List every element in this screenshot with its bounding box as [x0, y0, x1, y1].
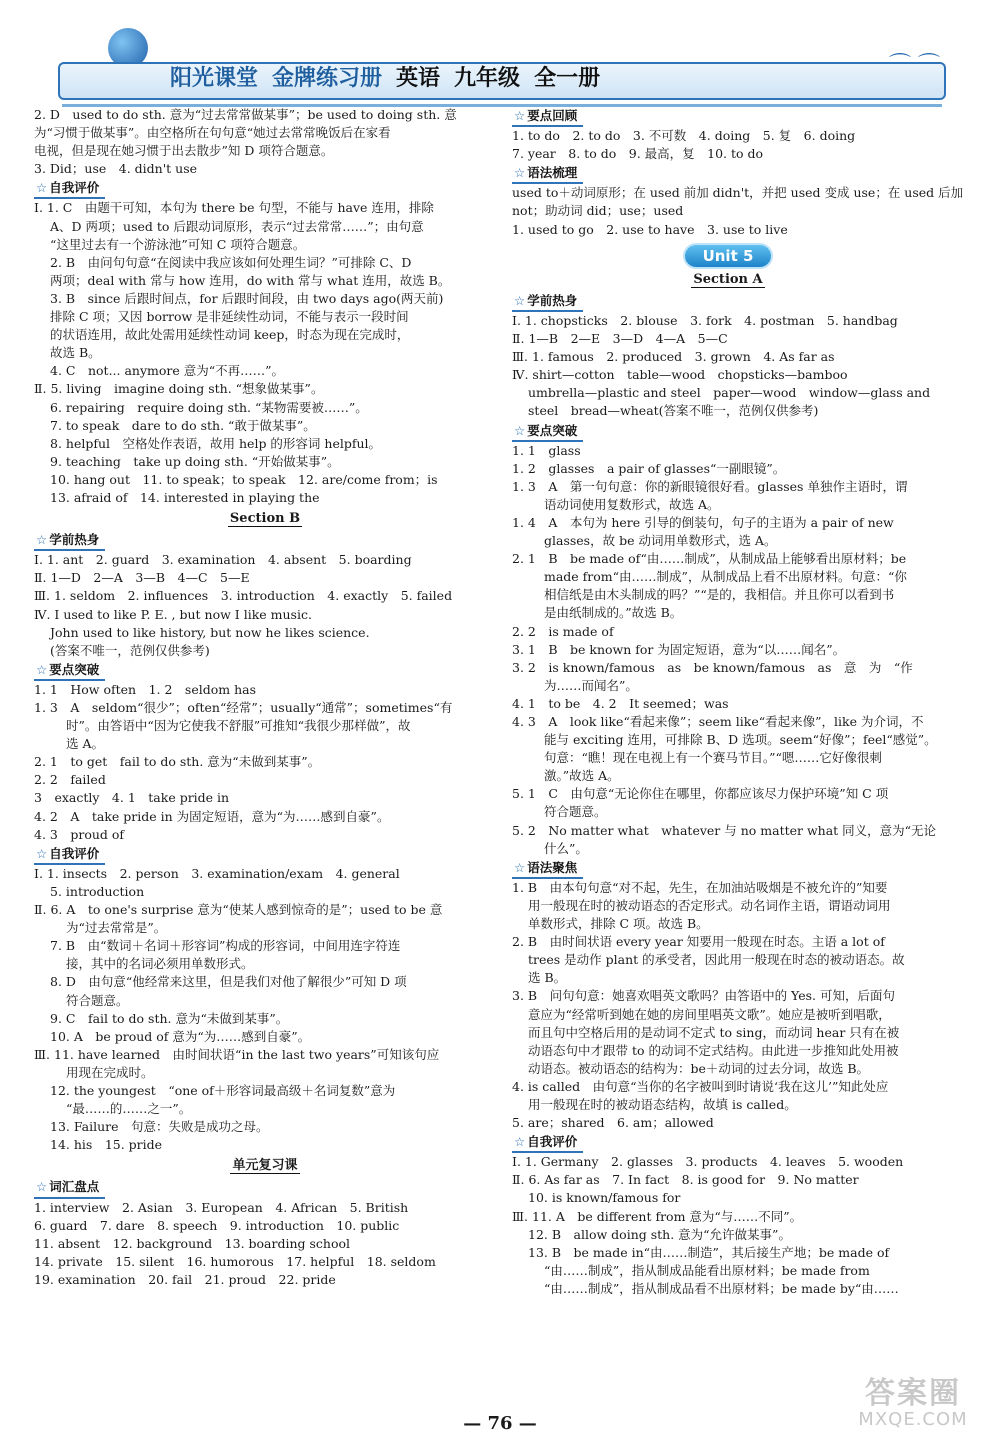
answer-line: “由……制成”，指从制成品看不出原材料；be made by“由…… [544, 1280, 899, 1296]
answer-line: 排除 C 项；又因 borrow 是非延续性动词，不能与表示一段时间 [50, 309, 409, 325]
section-heading [34, 178, 496, 199]
answer-line: trees 是动作 plant 的承受者，因此用一般现在时态的被动语态。故 [528, 952, 905, 968]
answer-line: “由……制成”，指从制成品能看出原材料；be made from [544, 1262, 870, 1278]
section-label-text: 自我评价 [49, 180, 100, 196]
watermark-logo [838, 1378, 988, 1434]
answer-line: 5. 1 C 由句意“无论你住在哪里，你都应该尽力保护环境”知 C 项 [512, 786, 889, 802]
answer-line: 11. absent 12. background 13. boarding school [34, 1235, 351, 1251]
answer-line: 4. 3 A look like“看起来像”；seem like“看起来像”，like 为介词，不 [512, 714, 924, 729]
answer-line: 3. 2 is known/famous as be known/famous as 意 为 “作 [512, 659, 913, 675]
answer-line: 用一般现在时的被动语态的否定形式。动名词作主语，谓语动词用 [528, 897, 891, 913]
section-label-text: 学前热身 [527, 292, 578, 308]
birds-icon: ⌒ ⌒ [889, 53, 940, 78]
star-icon: ☆ [36, 532, 48, 548]
section-label-text: 语法梳理 [527, 165, 578, 181]
answer-line: 9. C fail to do sth. 意为“未做到某事”。 [50, 1010, 289, 1026]
answer-line: 5. introduction [50, 883, 145, 899]
answer-line: 7. B 由“数词＋名词＋形容词”构成的形容词，中间用连字符连 [50, 938, 401, 954]
answer-line: “这里过去有一个游泳池”可知 C 项符合题意。 [50, 236, 306, 252]
answer-line: 而且句中空格后用的是动词不定式 to sing，而动词 hear 只有在被 [528, 1024, 900, 1040]
answer-line: 3. 1 B be known for 为固定短语，意为“以……闻名”。 [512, 641, 846, 657]
answer-line: 13. Failure 句意：失败是成功之母。 [50, 1119, 269, 1135]
answer-line: 时”。由答语中“因为它使我不舒服”可推知“我很少那样做”，故 [66, 718, 411, 734]
answer-line: 两项；deal with 常与 how 连用，do with 常与 what 连用，故选 B。 [50, 272, 451, 288]
subject: 英语 [396, 66, 441, 91]
answer-line: 能与 exciting 连用，可排除 B、D 选项。seem“好像”；feel“感觉”。 [544, 732, 937, 748]
answer-line: 用一般现在时的被动语态结构，故填 is called。 [528, 1096, 797, 1112]
watermark-url: MXQE.COM [858, 1409, 968, 1430]
answer-line: A、D 两项；used to 后跟动词原形，表示“过去常常……”；由句意 [50, 218, 424, 234]
answer-line: 10. A be proud of 意为“为……感到自豪”。 [50, 1028, 311, 1044]
section-heading [512, 858, 944, 879]
answer-line: Ⅱ. 1—D 2—A 3—B 4—C 5—E [34, 570, 250, 586]
answer-line: Ⅰ. 1. chopsticks 2. blouse 3. fork 4. postman 5. handbag [512, 312, 898, 328]
answer-line: 5. are；shared 6. am；allowed [512, 1115, 714, 1131]
answer-line: 13. afraid of 14. interested in playing the [50, 489, 320, 505]
answer-line: 2. 1 to get fail to do sth. 意为“未做到某事”。 [34, 754, 321, 770]
answer-line: 句意：“瞧！现在电视上有一个赛马节目。”“嗯……它好像很刺 [544, 750, 882, 766]
answer-line: Ⅱ. 6. A to one's surprise 意为“使某人感到惊奇的是”；used to be 意 [34, 902, 443, 918]
page-number: — 76 — [463, 1413, 537, 1434]
section-heading [34, 530, 496, 551]
answer-line: 2. B 由问句句意“在阅读中我应该如何处理生词？”可排除 C、D [50, 254, 412, 270]
answer-line: 激。”故选 A。 [544, 768, 620, 784]
answer-line: 4. 1 to be 4. 2 It seemed；was [512, 695, 729, 711]
section-label [512, 422, 583, 442]
answer-line: Ⅰ. 1. Germany 2. glasses 3. products 4. leaves 5. wooden [512, 1154, 904, 1170]
answer-line: 14. private 15. silent 16. humorous 17. helpful 18. seldom [34, 1253, 436, 1269]
answer-line: 单数形式，排除 C 项。故选 B。 [528, 916, 709, 932]
answer-line: Ⅳ. I used to like P. E. , but now I like music. [34, 606, 312, 622]
section-title [34, 510, 496, 528]
answer-line: 用现在完成时。 [66, 1064, 154, 1080]
series-name-2: 金牌练习册 [272, 66, 383, 91]
answer-line: 电视，但是现在她习惯于出去散步”知 D 项符合题意。 [34, 143, 334, 159]
answer-line: 符合题意。 [66, 992, 129, 1008]
header-title [170, 61, 600, 92]
answer-line: 什么”。 [544, 840, 588, 856]
answer-line: 2. 1 B be made of“由……制成”，从制成品上能够看出原材料；be [512, 551, 907, 567]
answer-line: 3. Did；use 4. didn't use [34, 161, 198, 177]
star-icon: ☆ [514, 165, 526, 181]
section-label-text: 要点回顾 [527, 108, 578, 123]
section-label [34, 531, 105, 551]
answer-line: 1. to do 2. to do 3. 不可数 4. doing 5. 复 6. doing [512, 128, 856, 144]
section-heading [512, 291, 944, 312]
section-label [512, 164, 583, 184]
section-label-text: 自我评价 [49, 845, 100, 861]
section-title-text: Section A [693, 271, 763, 287]
answer-line: 4. 2 A take pride in 为固定短语，意为“为……感到自豪”。 [34, 808, 390, 824]
answer-line: 7. year 8. to do 9. 最高，复 10. to do [512, 146, 764, 162]
answer-line: Ⅰ. 1. ant 2. guard 3. examination 4. absent 5. boarding [34, 552, 412, 568]
answer-line: 动语态句中才跟带 to 的动词不定式结构。由此进一步推知此处用被 [528, 1042, 899, 1058]
section-label-text: 要点突破 [49, 661, 100, 677]
section-title [34, 1157, 496, 1175]
answer-line: 1. 3 A 第一句句意：你的新眼镜很好看。glasses 单独作主语时，谓 [512, 478, 908, 494]
section-label [512, 107, 583, 127]
answer-line: 2. D used to do sth. 意为“过去常常做某事”；be used to doing sth. 意 [34, 107, 457, 122]
answer-line: 是由纸制成的。”故选 B。 [544, 605, 683, 621]
answer-line: 接，其中的名词必须用单数形式。 [66, 956, 254, 972]
section-heading [512, 163, 944, 184]
answer-line: glasses，故 be 动词用单数形式，选 A。 [544, 533, 777, 549]
section-label-text: 学前热身 [49, 532, 100, 548]
answer-line: 10. is known/famous for [528, 1190, 681, 1206]
answer-line: 3 exactly 4. 1 take pride in [34, 790, 230, 806]
answer-line: 1. used to go 2. use to have 3. use to live [512, 221, 788, 237]
answer-line: 8. helpful 空格处作表语，故用 help 的形容词 helpful。 [50, 435, 382, 451]
star-icon: ☆ [514, 292, 526, 308]
answer-line: 6. repairing require doing sth. “某物需要被……”。 [50, 399, 368, 415]
section-title-text: Section B [229, 511, 301, 527]
answer-line: 意应为“经常听到她在她的房间里唱英文歌”。她应是被听到唱歌， [528, 1006, 891, 1022]
answer-line: not；助动词 did；use；used [512, 203, 684, 219]
answer-line: 故选 B。 [50, 345, 101, 361]
answer-line: 的状语连用，故此处需用延续性动词 keep，时态为现在完成时， [50, 327, 410, 343]
answer-line: 为“习惯于做某事”。由空格所在句句意“她过去常常晚饭后在家看 [34, 125, 391, 141]
section-label [512, 1133, 583, 1153]
section-label-text: 要点突破 [527, 422, 578, 438]
answer-line: 动语态。被动语态的结构为：be＋动词的过去分词，故选 B。 [528, 1060, 870, 1076]
answer-line: 10. hang out 11. to speak；to speak 12. are/come from；is [50, 471, 438, 487]
answer-line: Ⅰ. 1. insects 2. person 3. examination/exam 4. general [34, 865, 400, 881]
answer-line: 1. interview 2. Asian 3. European 4. African 5. British [34, 1199, 409, 1215]
answer-line: 2. B 由时间状语 every year 知要用一般现在时态。主语 a lot of [512, 934, 885, 950]
section-heading [512, 106, 944, 127]
answer-line: Ⅱ. 6. As far as 7. In fact 8. is good for 9. No matter [512, 1172, 859, 1188]
answer-line: 相信纸是由木头制成的吗？”“是的，我相信。并且你可以看到书 [544, 587, 895, 603]
section-label [512, 292, 583, 312]
answer-line: 1. 3 A seldom“很少”；often“经常”；usually“通常”；sometimes“有 [34, 700, 453, 715]
answer-line: “最……的……之一”。 [66, 1101, 192, 1117]
section-heading [34, 660, 496, 681]
star-icon: ☆ [514, 859, 526, 875]
section-title-text: 单元复习课 [232, 1158, 298, 1174]
answer-line: 语动词使用复数形式，故选 A。 [544, 496, 720, 512]
right-column [512, 106, 964, 1298]
star-icon: ☆ [36, 1179, 48, 1195]
answer-line: 8. D 由句意“他经常来这里，但是我们对他了解很少”可知 D 项 [50, 974, 407, 990]
answer-line: 为……而闻名”。 [544, 677, 638, 693]
unit-badge: Unit 5 [685, 245, 771, 267]
answer-line: 14. his 15. pride [50, 1137, 163, 1153]
answer-line: 1. 1 How often 1. 2 seldom has [34, 681, 257, 697]
answer-line: 4. is called 由句意“当你的名字被叫到时请说‘我在这儿’”知此处应 [512, 1078, 889, 1094]
answer-line: 选 A。 [66, 736, 105, 752]
answer-line: steel bread—wheat(答案不唯一，范例仅供参考) [528, 403, 819, 419]
answer-line: 12. the youngest “one of＋形容词最高级＋名词复数”意为 [50, 1082, 396, 1098]
grade: 九年级 [454, 66, 521, 91]
answer-line: Ⅲ. 11. A be different from 意为“与……不同”。 [512, 1208, 803, 1224]
section-label [34, 179, 105, 199]
answer-line: 选 B。 [528, 970, 567, 986]
answer-line: 2. 2 failed [34, 772, 106, 788]
answer-line: made from“由……制成”，从制成品上看不出原材料。句意：“你 [544, 569, 907, 585]
answer-line: 3. B 问句句意：她喜欢唱英文歌吗？由答语中的 Yes. 可知，后面句 [512, 988, 895, 1004]
answer-line: 5. 2 No matter what whatever 与 no matter what 同义，意为“无论 [512, 822, 937, 838]
section-heading [512, 421, 944, 442]
answer-line: 1. 1 glass [512, 442, 581, 458]
star-icon: ☆ [514, 108, 526, 123]
answer-line: 4. C not... anymore 意为“不再……”。 [50, 363, 285, 379]
watermark-text: 答案圈 [865, 1376, 961, 1411]
answer-line: 4. 3 proud of [34, 826, 125, 842]
section-heading [34, 1177, 496, 1198]
series-name: 阳光课堂 [170, 66, 259, 91]
answer-line: 符合题意。 [544, 804, 607, 820]
answer-line: 7. to speak dare to do sth. “敢于做某事”。 [50, 417, 316, 433]
answer-line: used to＋动词原形；在 used 前加 didn't，并把 used 变成 use；在 used 后加 [512, 185, 964, 201]
section-title [512, 271, 944, 289]
left-column [34, 106, 496, 1289]
section-label-text: 自我评价 [527, 1134, 578, 1150]
answer-line: Ⅲ. 1. famous 2. produced 3. grown 4. As far as [512, 349, 835, 365]
answer-line: 13. B be made in“由……制造”，其后接生产地；be made of [528, 1244, 890, 1260]
answer-line: 19. examination 20. fail 21. proud 22. pride [34, 1271, 336, 1287]
answer-line: 6. guard 7. dare 8. speech 9. introduction 10. public [34, 1217, 400, 1233]
answer-line: 3. B since 后跟时间点，for 后跟时间段，由 two days ago(两天前) [50, 290, 444, 306]
section-label-text: 语法聚焦 [527, 859, 578, 875]
star-icon: ☆ [514, 1134, 526, 1150]
star-icon: ☆ [36, 180, 48, 196]
star-icon: ☆ [36, 845, 48, 861]
answer-line: Ⅱ. 5. living imagine doing sth. “想象做某事”。 [34, 381, 324, 397]
answer-line: umbrella—plastic and steel paper—wood window—glass and [528, 385, 931, 401]
volume: 全一册 [534, 66, 601, 91]
section-label [34, 1178, 105, 1198]
star-icon: ☆ [36, 661, 48, 677]
star-icon: ☆ [514, 422, 526, 438]
answer-line: 1. 4 A 本句为 here 引导的倒装句，句子的主语为 a pair of new [512, 514, 894, 530]
answer-line: John used to like history, but now he likes science. [50, 624, 370, 640]
answer-line: 为“过去常常是”。 [66, 920, 167, 936]
answer-line: Ⅰ. 1. C 由题干可知，本句为 there be 句型，不能与 have 连用，排除 [34, 200, 434, 216]
answer-line: 9. teaching take up doing sth. “开始做某事”。 [50, 453, 340, 469]
section-label [34, 661, 105, 681]
section-heading [512, 1132, 944, 1153]
answer-line: Ⅲ. 1. seldom 2. influences 3. introduction 4. exactly 5. failed [34, 588, 453, 604]
section-label [512, 859, 583, 879]
answer-line: 2. 2 is made of [512, 623, 614, 639]
answer-line: 12. B allow doing sth. 意为“允许做某事”。 [528, 1226, 791, 1242]
section-heading [34, 844, 496, 865]
answer-line: 1. B 由本句句意“对不起，先生，在加油站吸烟是不被允许的”知要 [512, 879, 888, 895]
answer-line: Ⅱ. 1—B 2—E 3—D 4—A 5—C [512, 331, 728, 347]
answer-line: Ⅲ. 11. have learned 由时间状语“in the last two years”可知该句应 [34, 1046, 440, 1062]
answer-line: Ⅳ. shirt—cotton table—wood chopsticks—bamboo [512, 367, 848, 383]
answer-line: 1. 2 glasses a pair of glasses“一副眼镜”。 [512, 460, 786, 476]
section-label [34, 845, 105, 865]
section-label-text: 词汇盘点 [49, 1179, 100, 1195]
answer-line: (答案不唯一，范例仅供参考) [50, 642, 210, 658]
